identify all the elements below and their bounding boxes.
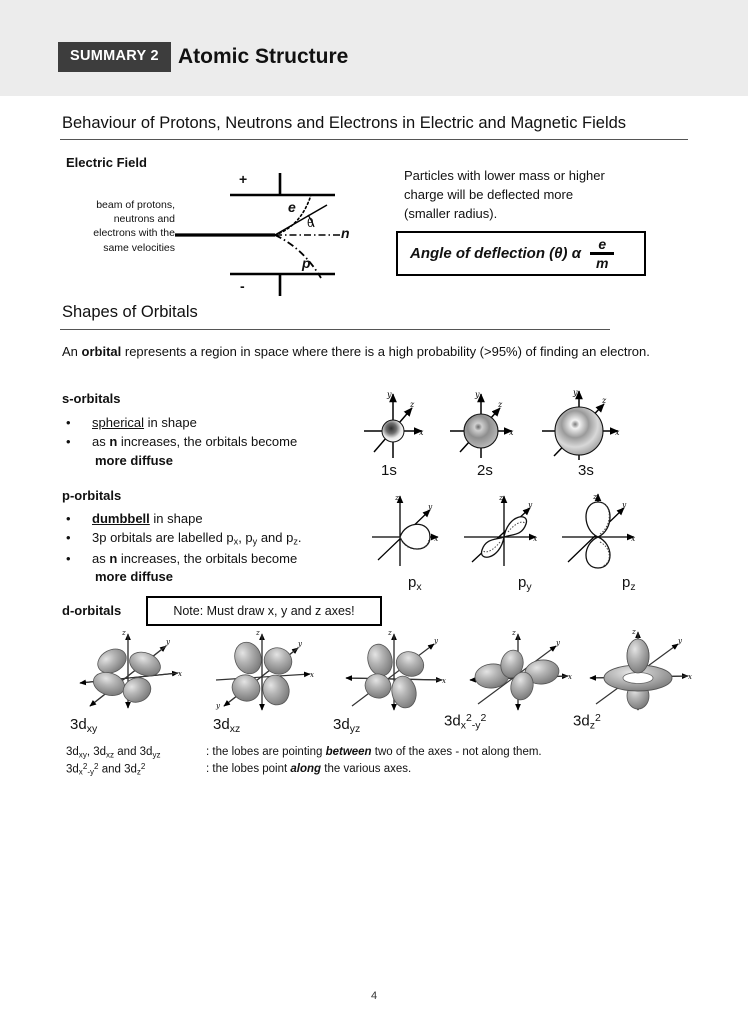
pz-base: p (622, 574, 631, 591)
section-heading-orbitals: Shapes of Orbitals (62, 303, 198, 321)
sum2-a: 3d (66, 763, 79, 776)
deflection-formula-box (396, 231, 646, 276)
sum2-c-sub: z (136, 767, 141, 777)
p-orbitals-bullet-1 (62, 510, 362, 528)
d-orbital-label-3dxy (70, 716, 97, 735)
svg-text:x: x (533, 534, 538, 543)
svg-text:z: z (632, 628, 636, 636)
formula-fraction (590, 237, 614, 269)
s-bullet2-bold: more diffuse (95, 452, 174, 468)
svg-text:y: y (622, 500, 627, 509)
svg-text:y: y (475, 390, 480, 399)
s-bullet2-b: increases, the orbitals become (117, 434, 298, 450)
sum1-before: the lobes are pointing (209, 746, 326, 758)
svg-text:y: y (528, 500, 533, 509)
sum2-a-sub: x (78, 767, 83, 777)
svg-text:x: x (688, 673, 692, 681)
p-bullet2-lead: 3p orbitals are labelled p (92, 530, 234, 546)
orbital-definition-before: An (62, 344, 82, 359)
p-orbitals-bullet-3 (62, 550, 362, 587)
sum2-before: the lobes point (209, 763, 291, 776)
dxy-sub: xy (86, 722, 98, 735)
sum1-a: 3d (66, 746, 79, 758)
s-bullet2-n: n (109, 434, 118, 450)
svg-text:x: x (631, 534, 636, 543)
dxz-base: 3d (213, 716, 230, 733)
p-orbitals-heading: p-orbitals (62, 488, 122, 503)
sum2-c: and 3d (98, 763, 137, 776)
sum1-b: , 3d (86, 746, 107, 758)
orbital-definition (62, 343, 662, 362)
s-orbital-label-3s: 3s (578, 462, 594, 479)
deflection-angle-label: θ (307, 216, 314, 230)
electric-field-subheading: Electric Field (66, 155, 147, 170)
plate-positive-label: + (239, 171, 248, 187)
axes-note-text: Note: Must draw x, y and z axes! (173, 604, 355, 618)
beam-label-line-2: neutrons and (113, 213, 175, 226)
section-rule-2 (60, 329, 610, 330)
svg-text:x: x (615, 428, 620, 437)
section-heading-fields: Behaviour of Protons, Neutrons and Electrons in Electric and Magnetic Fields (62, 114, 627, 132)
sum1-bold: between (325, 746, 372, 758)
svg-text:x: x (442, 677, 446, 685)
dz2-base: 3d (573, 712, 590, 730)
dxy-base: 3d (70, 716, 87, 733)
d-summary-label-1 (66, 744, 206, 761)
dyz-sub: yz (349, 722, 361, 735)
sum1-colon: : (206, 746, 210, 758)
p-bullet2-sub-y: y (252, 537, 258, 547)
beam-label-line-4: same velocities (103, 241, 175, 254)
sum2-colon: : (206, 763, 210, 776)
deflection-note-line-3: (smaller radius). (404, 205, 498, 221)
d-summary-label-2 (66, 761, 206, 779)
svg-text:z: z (388, 629, 392, 637)
orbital-definition-after: represents a region in space where there is a high probability (>95%) of finding an electron. (121, 344, 650, 359)
p-bullet3-n: n (109, 550, 118, 566)
beam-label (55, 198, 175, 255)
sum2-after: the various axes. (321, 763, 412, 776)
p-orbitals-list (62, 510, 362, 588)
svg-text:x: x (178, 670, 182, 678)
svg-text:y: y (387, 390, 392, 399)
orbital-definition-bold: orbital (81, 344, 122, 359)
p-bullet2-mid2: and p (257, 530, 294, 546)
svg-text:y: y (678, 637, 682, 645)
d-orbital-label-3dx2y2 (444, 712, 486, 731)
sum2-c-sup: 2 (140, 762, 146, 772)
p-bullet2-end: . (297, 530, 302, 546)
formula-lead: Angle of deflection (θ) α (410, 245, 581, 262)
p-orbital-label-px (408, 574, 422, 593)
dx2y2-base: 3d (444, 712, 461, 730)
deflection-note-line-2: charge will be deflected more (404, 186, 574, 202)
svg-text:y: y (573, 388, 578, 397)
px-sub: x (416, 580, 422, 593)
s-orbital-label-1s: 1s (381, 462, 397, 479)
sum1-c-sub: yz (152, 750, 161, 760)
svg-text:y: y (216, 702, 220, 710)
sum2-b-sup: 2 (94, 762, 99, 772)
p-orbital-label-py (518, 574, 532, 593)
page-number: 4 (370, 990, 378, 1002)
s-bullet1-rest: in shape (144, 415, 197, 430)
d-summary-text-2 (206, 761, 411, 779)
svg-text:z: z (602, 396, 607, 405)
p-orbitals-bullet-2 (62, 529, 362, 548)
s-orbitals-bullet-2 (62, 433, 352, 470)
px-base: p (408, 574, 417, 591)
sum1-b-sub: xz (106, 750, 115, 760)
s-bullet2-a: as (92, 434, 110, 450)
s-orbitals-bullet-1 (62, 414, 352, 432)
py-sub: y (526, 580, 532, 593)
svg-text:z: z (499, 493, 503, 502)
neutron-path-label: n (341, 225, 350, 241)
d-summary-row-2 (66, 761, 666, 779)
dx2y2-sup1: 2 (465, 712, 472, 724)
deflection-note-line-1: Particles with lower mass or higher (404, 168, 605, 183)
svg-text:y: y (166, 638, 170, 646)
p-bullet2-sub-x: x (233, 537, 239, 547)
svg-text:y: y (428, 502, 433, 511)
pz-sub: z (630, 580, 636, 593)
svg-text:z: z (498, 400, 503, 409)
p-bullet2-sub-z: z (293, 537, 298, 547)
sum1-a-sub: xy (78, 750, 87, 760)
s-orbitals-list (62, 414, 352, 471)
sum2-a-sup: 2 (82, 762, 88, 772)
d-orbital-summary (66, 744, 666, 779)
plate-negative-label: - (240, 278, 245, 294)
sum1-c: and 3d (114, 746, 153, 758)
dz2-sup: 2 (594, 712, 601, 724)
p-bullet3-bold: more diffuse (95, 569, 174, 585)
py-base: p (518, 574, 527, 591)
dxz-sub: xz (229, 722, 241, 735)
svg-text:z: z (593, 492, 597, 501)
s-orbital-diagrams (352, 386, 652, 464)
svg-text:x: x (568, 673, 572, 681)
electron-path-label: e (288, 199, 296, 215)
section-rule-1 (60, 139, 688, 140)
svg-text:z: z (395, 493, 399, 502)
proton-path-label: p (302, 255, 311, 271)
sum2-bold: along (290, 763, 322, 776)
p-bullet1-underline: dumbbell (92, 511, 150, 526)
dyz-base: 3d (333, 716, 350, 733)
svg-text:x: x (419, 428, 424, 437)
sum2-b-sub: -y (87, 767, 95, 777)
summary-tag: SUMMARY 2 (58, 42, 171, 72)
p-bullet3-b: increases, the orbitals become (117, 550, 298, 566)
d-orbital-label-3dxz (213, 716, 240, 735)
formula-numerator: e (598, 236, 607, 253)
svg-text:y: y (556, 639, 560, 647)
d-summary-row-1 (66, 744, 666, 761)
dx2y2-sup2: 2 (480, 712, 487, 724)
p-bullet2-mid: , p (238, 530, 253, 546)
page-title: Atomic Structure (178, 45, 349, 68)
s-bullet1-underline: spherical (92, 415, 145, 430)
deflection-note (404, 167, 654, 224)
formula-denominator: m (596, 254, 609, 271)
dx2y2-sub1: x (460, 719, 466, 732)
p-bullet3-a: as (92, 550, 110, 566)
svg-text:x: x (509, 428, 514, 437)
dx2y2-sub2: -y (471, 719, 481, 732)
svg-text:x: x (310, 671, 314, 679)
p-bullet1-rest: in shape (149, 511, 203, 526)
d-orbital-label-3dyz (333, 716, 360, 735)
beam-label-line-3: electrons with the (93, 227, 175, 240)
s-orbital-label-2s: 2s (477, 462, 493, 479)
p-orbital-label-pz (622, 574, 636, 593)
dz2-sub: z (589, 719, 595, 732)
svg-text:z: z (122, 629, 126, 637)
sum1-after: two of the axes - not along them. (371, 746, 542, 758)
d-orbital-label-3dz2 (573, 712, 601, 731)
axes-note-box (146, 596, 382, 626)
d-orbitals-heading: d-orbitals (62, 603, 122, 618)
s-orbitals-heading: s-orbitals (62, 391, 121, 406)
svg-text:y: y (298, 640, 302, 648)
p-orbital-diagrams (366, 492, 656, 568)
svg-text:y: y (434, 637, 438, 645)
d-orbital-diagrams (58, 628, 698, 720)
svg-text:z: z (410, 400, 415, 409)
svg-text:z: z (512, 629, 516, 637)
svg-text:z: z (256, 629, 260, 637)
d-summary-text-1 (206, 744, 542, 761)
svg-text:x: x (434, 534, 439, 543)
beam-label-line-1: beam of protons, (96, 199, 175, 211)
